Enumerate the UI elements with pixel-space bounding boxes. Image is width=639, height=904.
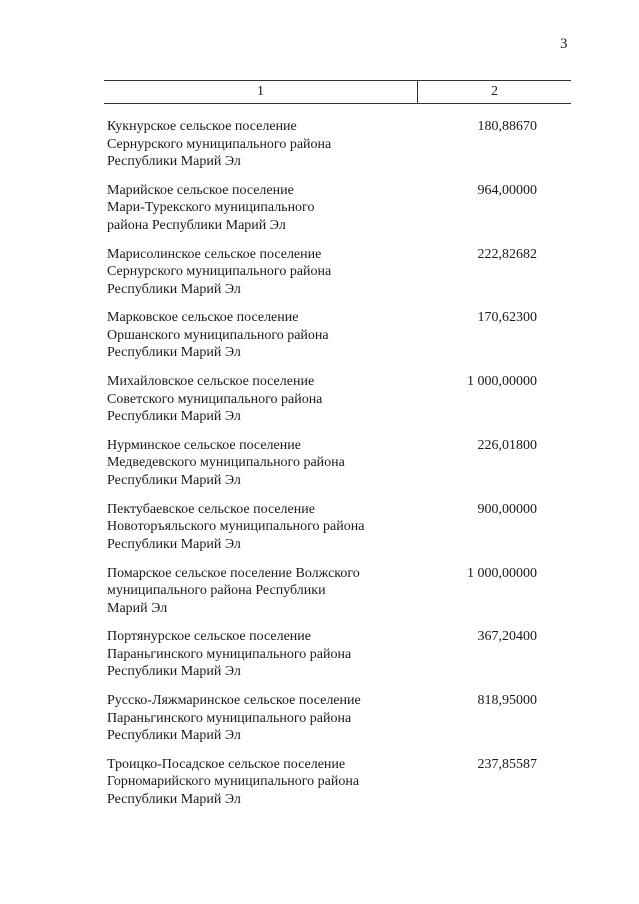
settlement-name: Марисолинское сельское поселение Сернурского муниципального района Республики Марий Эл: [107, 246, 332, 297]
table-header: [104, 80, 571, 104]
amount-value: 170,62300: [477, 310, 537, 326]
amount-value: 237,85587: [477, 756, 537, 772]
amount-value: 180,88670: [477, 119, 537, 134]
column-header-1: 1: [104, 81, 418, 103]
page-number: 3: [560, 36, 568, 52]
table-row: [107, 756, 567, 820]
table-row: [107, 246, 567, 310]
amount-value: 964,00000: [477, 182, 537, 198]
amount-value: 900,00000: [477, 501, 537, 517]
table-row: [107, 373, 567, 437]
table-row: [107, 118, 567, 182]
table-row: [107, 437, 567, 501]
settlement-name: Помарское сельское поселение Волжского муниципального района Республики Марий Эл: [107, 565, 360, 616]
amount-value: 226,01800: [477, 437, 537, 453]
table-row: [107, 182, 567, 246]
table-row: [107, 628, 567, 692]
amount-value: 1 000,00000: [467, 565, 537, 581]
table-row: [107, 309, 567, 373]
settlement-name: Марковское сельское поселение Оршанского муниципального района Республики Марий Эл: [107, 310, 329, 361]
settlement-name: Кукнурское сельское поселение Сернурского муниципального района Республики Марий Эл: [107, 119, 332, 169]
amount-value: 367,20400: [477, 629, 537, 645]
table-row: [107, 501, 567, 565]
amount-value: 222,82682: [477, 246, 537, 262]
settlement-name: Михайловское сельское поселение Советского муниципального района Республики Марий Эл: [107, 374, 323, 425]
table-body: [107, 118, 567, 820]
settlement-name: Марийское сельское поселение Мари-Турекского муниципального района Республики Марий Эл: [107, 182, 315, 233]
amount-value: 818,95000: [477, 693, 537, 709]
settlement-name: Пектубаевское сельское поселение Новоторъяльского муниципального района Республики Марий Эл: [107, 501, 365, 552]
settlement-name: Портянурское сельское поселение Параньгинского муниципального района Республики Марий Эл: [107, 629, 352, 680]
column-header-2: 2: [491, 84, 498, 99]
amount-value: 1 000,00000: [467, 374, 537, 390]
settlement-name: Русско-Ляжмаринское сельское поселение Параньгинского муниципального района Республики Марий Эл: [107, 693, 361, 744]
settlement-name: Нурминское сельское поселение Медведевского муниципального района Республики Марий Эл: [107, 437, 345, 488]
table-row: [107, 565, 567, 629]
table-row: [107, 692, 567, 756]
settlement-name: Троицко-Посадское сельское поселение Горномарийского муниципального района Республики Марий Эл: [107, 756, 360, 807]
